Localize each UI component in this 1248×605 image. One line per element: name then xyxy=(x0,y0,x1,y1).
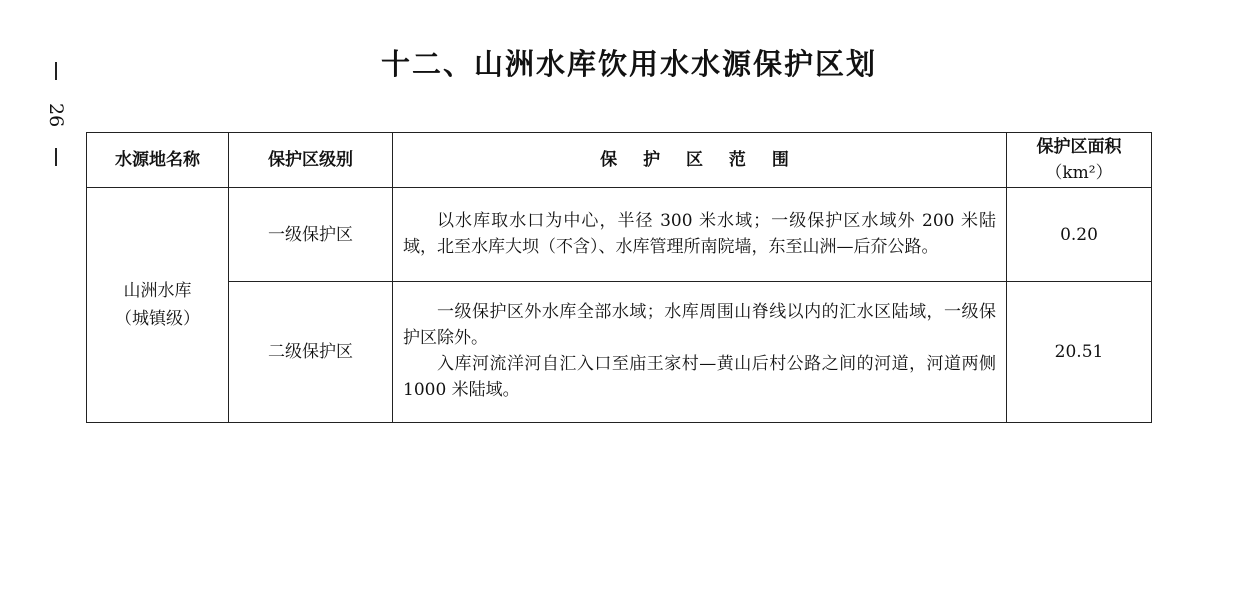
source-name: 山洲水库 xyxy=(123,281,192,301)
header-source-name: 水源地名称 xyxy=(87,133,229,188)
zone-scope-cell xyxy=(393,282,1007,423)
zone-level-cell: 一级保护区 xyxy=(229,188,393,282)
page-number-dash-bottom xyxy=(55,148,57,166)
header-area-unit: （km²） xyxy=(1045,163,1113,183)
zone-scope-paragraph: 一级保护区外水库全部水域；水库周围山脊线以内的汇水区陆域，一级保护区除外。 xyxy=(403,302,996,348)
zone-area-cell: 0.20 xyxy=(1007,188,1152,282)
page-title: 十二、山洲水库饮用水水源保护区划 xyxy=(380,47,877,81)
zone-scope-paragraph: 以水库取水口为中心，半径 300 米水域；一级保护区水域外 200 米陆域，北至水库大坝（不含）、水库管理所南院墙，东至山洲—后夼公路。 xyxy=(403,210,996,257)
table-row xyxy=(87,282,1152,423)
header-area-label: 保护区面积 xyxy=(1036,137,1122,157)
header-zone-scope xyxy=(393,133,1007,188)
table-row xyxy=(87,188,1152,282)
header-zone-level: 保护区级别 xyxy=(229,133,393,188)
zone-area-cell: 20.51 xyxy=(1007,282,1152,423)
header-zone-scope-text: 保 护 区 范 围 xyxy=(600,150,799,170)
source-type: （城镇级） xyxy=(115,309,200,329)
table-header-row xyxy=(87,133,1152,188)
zone-level-cell: 二级保护区 xyxy=(229,282,393,423)
zone-scope-cell xyxy=(393,188,1007,282)
zone-scope-paragraph: 入库河流洋河自汇入口至庙王家村—黄山后村公路之间的河道，河道两侧 1000 米陆域。 xyxy=(403,354,996,400)
source-name-cell xyxy=(87,188,229,423)
page-number: 26 xyxy=(45,103,67,128)
header-area xyxy=(1007,133,1152,188)
protection-zone-table xyxy=(86,132,1152,423)
